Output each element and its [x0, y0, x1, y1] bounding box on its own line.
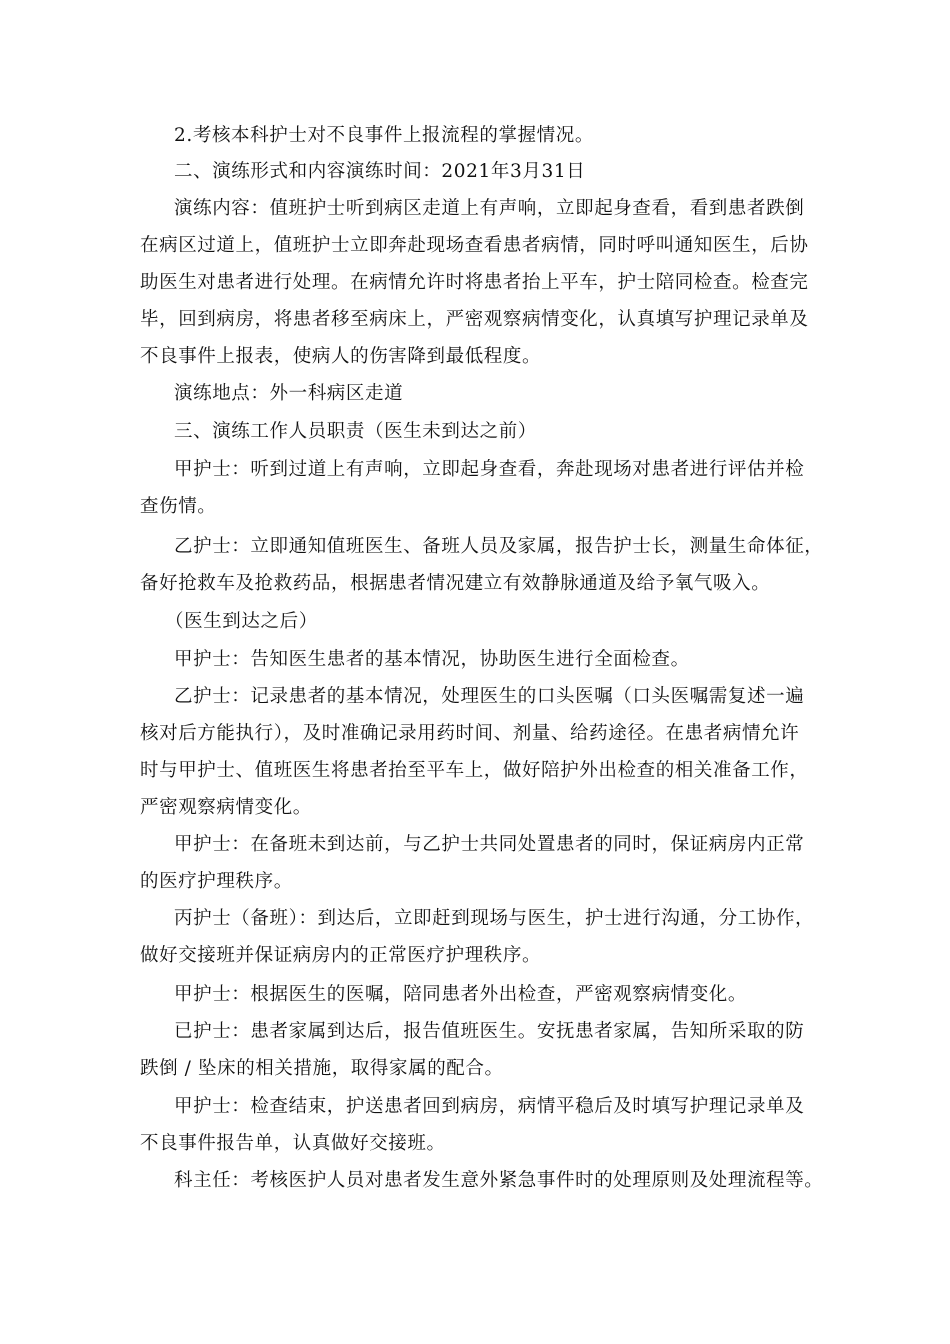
text-line: 丙护士（备班）：到达后，立即赶到现场与医生，护士进行沟通，分工协作， [174, 908, 815, 929]
text-line: 备好抢救车及抢救药品，根据患者情况建立有效静脉通道及给予氧气吸入。 [140, 573, 771, 594]
section-heading: 三、演练工作人员职责（医生未到达之前） [174, 421, 537, 442]
text-line: （医生到达之后） [165, 611, 318, 632]
text-line: 的医疗护理秩序。 [140, 871, 293, 892]
text-line: 乙护士：立即通知值班医生、备班人员及家属，报告护士长，测量生命体征， [174, 536, 824, 557]
text-line: 科主任：考核医护人员对患者发生意外紧急事件时的处理原则及处理流程等。 [174, 1170, 824, 1191]
text-line: 查伤情。 [140, 496, 217, 517]
text-line: 已护士：患者家属到达后，报告值班医生。安抚患者家属，告知所采取的防 [174, 1021, 805, 1042]
text-line: 演练内容：值班护士听到病区走道上有声响，立即起身查看，看到患者跌倒 [174, 198, 805, 219]
text-line: 乙护士：记录患者的基本情况，处理医生的口头医嘱（口头医嘱需复述一遍 [174, 686, 805, 707]
text-line: 核对后方能执行），及时准确记录用药时间、剂量、给药途径。在患者病情允许 [140, 723, 800, 744]
text-line: 不良事件上报表，使病人的伤害降到最低程度。 [140, 346, 542, 367]
text-line: 时与甲护士、值班医生将患者抬至平车上，做好陪护外出检查的相关准备工作， [140, 760, 809, 781]
text-line: 甲护士：在备班未到达前，与乙护士共同处置患者的同时，保证病房内正常 [174, 834, 805, 855]
text-line: 跌倒 / 坠床的相关措施，取得家属的配合。 [140, 1058, 504, 1079]
text-line: 2.考核本科护士对不良事件上报流程的掌握情况。 [174, 125, 594, 146]
text-line: 甲护士：检查结束，护送患者回到病房，病情平稳后及时填写护理记录单及 [174, 1096, 805, 1117]
text-line: 助医生对患者进行处理。在病情允许时将患者抬上平车，护士陪同检查。检查完 [140, 272, 809, 293]
text-line: 演练地点：外一科病区走道 [174, 383, 404, 404]
text-line: 做好交接班并保证病房内的正常医疗护理秩序。 [140, 945, 542, 966]
text-line: 毕，回到病房，将患者移至病床上，严密观察病情变化，认真填写护理记录单及 [140, 309, 809, 330]
text-line: 甲护士：告知医生患者的基本情况，协助医生进行全面检查。 [174, 649, 690, 670]
text-line: 甲护士：听到过道上有声响，立即起身查看，奔赴现场对患者进行评估并检 [174, 459, 805, 480]
text-line: 在病区过道上，值班护士立即奔赴现场查看患者病情，同时呼叫通知医生，后协 [140, 235, 809, 256]
text-line: 甲护士：根据医生的医嘱，陪同患者外出检查，严密观察病情变化。 [174, 984, 748, 1005]
text-line: 严密观察病情变化。 [140, 797, 312, 818]
text-line: 不良事件报告单，认真做好交接班。 [140, 1133, 446, 1154]
section-heading: 二、演练形式和内容演练时间：2021年3月31日 [174, 161, 586, 182]
